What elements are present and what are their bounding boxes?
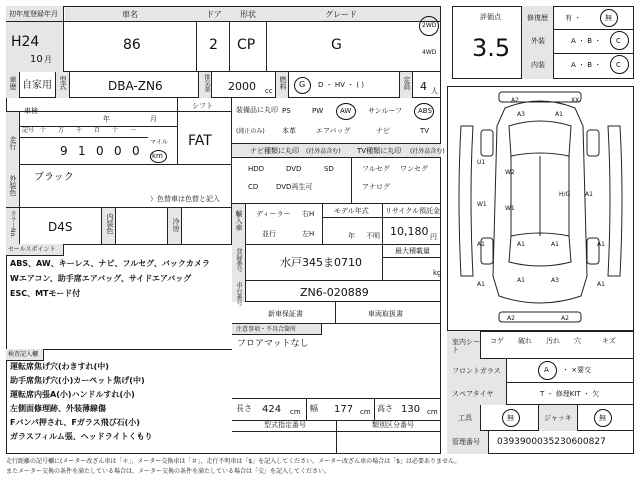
interior-label: 内装: [531, 61, 545, 69]
shift-label: シフト: [192, 102, 213, 110]
repair-label: 修復歴: [527, 14, 548, 22]
color-label: 外装色: [9, 175, 17, 196]
name-label: 車名: [122, 10, 138, 19]
inspector-notes-list: [10, 363, 230, 453]
inspect-month-unit: 月: [150, 115, 157, 123]
sales-point-line: ABS、AW、キーレス、ナビ、フルセグ、バックカメラ: [10, 259, 210, 268]
odo-digits-row: [20, 140, 148, 162]
inspect-year-unit: 年: [103, 115, 110, 123]
new-warranty: 新車保証書: [268, 310, 303, 318]
color-note: ）色替車は色替と記入: [150, 195, 220, 203]
svg-text:A2: A2: [507, 315, 515, 322]
grade-label: グレード: [325, 10, 357, 19]
inspector-note-line: ガラスフィルム張、ヘッドライトくもり: [10, 432, 153, 441]
equipment-option: PS: [282, 107, 291, 115]
svg-text:A1: A1: [597, 281, 605, 288]
equipment-option: サンルーフ: [368, 107, 403, 115]
import-right: 右H: [302, 210, 315, 218]
equipment-options: [272, 104, 440, 142]
door-value: 2: [209, 37, 218, 53]
reg-month: 10: [30, 54, 43, 65]
tv-option: アナログ: [362, 183, 390, 191]
fuel-rest: D ・ HV ・ ( ): [318, 81, 365, 89]
inspect-label: 車検: [24, 107, 38, 115]
recycle-unit: 円: [430, 233, 437, 241]
interior-seat-option: 破れ: [518, 337, 532, 345]
navi-option: HDD: [248, 165, 265, 173]
usage-value: 自家用: [22, 80, 52, 91]
disp-label: 排気量: [203, 74, 210, 92]
exterior-opts: A ・ B ・: [571, 37, 602, 45]
width-unit: cm: [360, 408, 371, 416]
navi-option: DVD再生可: [276, 183, 313, 191]
svg-text:W1: W1: [477, 201, 487, 208]
inspector-note-line: 左側面修理跡、外装薄線傷: [10, 404, 106, 413]
interior-seat-label: 室内シート: [452, 338, 480, 355]
spare-label: スペアタイヤ: [452, 390, 494, 398]
odo-unit-label: 万: [58, 127, 65, 134]
navi-option: SD: [324, 165, 334, 173]
svg-text:A1: A1: [517, 241, 525, 248]
tv-sub: (社外品含む): [410, 148, 445, 155]
equip-sub: (純正のみ): [236, 128, 265, 135]
reg-value: 水戸345ま0710: [280, 256, 362, 269]
width-label: 幅: [310, 404, 318, 413]
tv-options: [360, 166, 440, 202]
svg-text:A1: A1: [477, 281, 485, 288]
footer-line-2: またメーター交換の条件を満たしている場合は、メーター交換の条件を満たしている場合は「交」を記入してください。: [6, 468, 331, 475]
interior-seat-option: 汚れ: [546, 337, 560, 345]
equipment-option: TV: [420, 127, 430, 135]
car-damage-diagram: [447, 86, 634, 331]
odo-unit-label: 十: [112, 127, 119, 134]
length-value: 424: [262, 404, 282, 415]
navi-options: [240, 166, 350, 202]
model-value: DBA-ZN6: [108, 79, 163, 93]
vin-value: ZN6-020889: [300, 286, 369, 299]
equipment-option: AW: [340, 107, 352, 115]
width-value: 177: [334, 404, 354, 415]
length-unit: cm: [290, 408, 301, 416]
svg-text:A1: A1: [597, 241, 605, 248]
score-value: 3.5: [472, 34, 511, 62]
navi-option: CD: [248, 183, 259, 191]
interior-seat-options: [484, 338, 632, 350]
inspector-note-line: Fバンパ押され、Fガラス飛び石(小): [10, 418, 140, 427]
tv-option: フルセグ: [362, 165, 390, 173]
equipment-option: ABS: [418, 107, 432, 115]
svg-text:A2: A2: [561, 315, 569, 322]
reg-date-label: 初年度登録年月: [9, 10, 58, 18]
load-unit: kg: [433, 269, 442, 277]
height-value: 130: [401, 404, 421, 415]
length-label: 長さ: [236, 404, 252, 413]
odo-digit: 0: [114, 144, 122, 158]
import-label: 輸入車: [235, 210, 243, 231]
front-glass-selected: A: [544, 366, 549, 374]
sales-point-line: ESC、MTモード付: [10, 289, 81, 298]
svg-text:A3: A3: [551, 277, 559, 284]
import-dealer: ディーラー: [256, 210, 291, 218]
sales-points-list: [10, 260, 230, 340]
import-parallel: 並行: [262, 230, 276, 238]
vin-label: 車台番号: [235, 282, 242, 306]
sales-points-label: セールスポイント: [8, 246, 56, 253]
odo-digit: 0: [132, 144, 140, 158]
notes-label: 注意事項・不具合箇所: [236, 326, 297, 333]
notes-value: フロアマットなし: [237, 339, 309, 349]
svg-text:H/G: H/G: [559, 191, 571, 198]
equip-label: 装備品に丸印: [236, 106, 278, 114]
door-label: ドア: [206, 10, 222, 19]
color-value: ブラック: [34, 172, 74, 183]
reg-year: H24: [11, 34, 40, 50]
shift-value: FAT: [188, 133, 212, 149]
svg-text:A1: A1: [477, 241, 485, 248]
jack-selected: 無: [599, 414, 606, 422]
interior-opts: A ・ B ・: [571, 61, 602, 69]
repair-selected: 無: [605, 14, 612, 22]
inspector-note-line: 運転席焦げ穴(わきすれ(中): [10, 362, 109, 371]
reg-month-unit: 月: [44, 55, 52, 64]
tool-selected: 無: [507, 414, 514, 422]
odo-unit-label: 千: [76, 127, 83, 134]
odo-label: 走行: [9, 136, 17, 150]
equipment-option: エアバッグ: [316, 127, 351, 135]
reg-label: 登録番号: [235, 248, 242, 272]
odo-units-row: [20, 127, 148, 137]
sales-point-line: Wエアコン、助手席エアバッグ、サイドエアバッグ: [10, 274, 192, 283]
shape-value: CP: [237, 37, 256, 53]
odo-digit: 0: [96, 144, 104, 158]
manual: 車両取扱書: [368, 310, 403, 318]
interior-selected: C: [616, 61, 621, 69]
svg-text:A1: A1: [551, 241, 559, 248]
usage-label: 車歴: [9, 76, 17, 90]
odo-unit-label: 一: [130, 127, 137, 134]
type-label: 型式指定番号: [264, 421, 306, 429]
equipment-selected-circle: [336, 103, 356, 120]
disp-unit: cc: [265, 87, 273, 95]
odo-unit-label: 記号: [22, 127, 35, 134]
navi-label: ナビ種類に丸印: [250, 147, 299, 155]
model-label: 型式: [59, 76, 67, 90]
name-value: 86: [123, 37, 141, 53]
interior-seat-option: コゲ: [490, 337, 504, 345]
footer-line-1: 走行距離の記号欄に(メーター改ざん車は「＊」、メーター交換車は「＃」、走行不明車は「$」を記入してください。メーター改ざん車の場合は「$」は必要ありません。: [6, 458, 461, 465]
score-label: 評価点: [480, 13, 501, 21]
odo-unit-label: 十: [40, 127, 47, 134]
svg-text:W1: W1: [505, 205, 515, 212]
spare-items: T ・ 修理KIT ・ 欠: [540, 390, 600, 398]
capacity-value: 4: [420, 80, 427, 93]
tv-label: TV種類に丸印: [357, 147, 402, 155]
equipment-option: 本革: [282, 127, 296, 135]
svg-text:A3: A3: [517, 111, 525, 118]
shape-label: 形状: [240, 10, 256, 19]
odo-digit: 9: [60, 144, 68, 158]
admin-value: 0393900035230600827: [497, 437, 606, 447]
model-year-unit: 年: [348, 232, 355, 240]
jack-label: ジャッキ: [544, 414, 572, 422]
svg-text:A1: A1: [555, 111, 563, 118]
svg-text:A1: A1: [585, 191, 593, 198]
fuel-label: 燃料: [279, 76, 287, 90]
model-year-unknown: 不明: [366, 232, 380, 240]
load-label: 最大積載量: [395, 247, 430, 255]
cooling-label: 冷房: [172, 218, 180, 232]
grade-value: G: [331, 37, 342, 53]
color-code-value: D4S: [48, 220, 73, 234]
interior-seat-option: 穴: [574, 337, 581, 345]
inspector-note-line: 運転席内張A(小)ハンドルすれ(小): [10, 390, 135, 399]
import-left: 左H: [302, 230, 315, 238]
height-label: 高さ: [377, 404, 393, 413]
svg-text:A1: A1: [517, 277, 525, 284]
odo-unit-label: 百: [94, 127, 101, 134]
equipment-selected-circle: [414, 103, 434, 120]
inspector-note-line: 助手席焦げ穴(小)カーペット焦げ(中): [10, 376, 145, 385]
navi-sub: (社外品含む): [306, 148, 341, 155]
capacity-label: 定員: [403, 76, 411, 90]
svg-text:W2: W2: [505, 169, 515, 176]
mile-label: マイル: [150, 139, 168, 146]
inspector-label: 検査記入欄: [8, 351, 39, 358]
interior-color-label: 内装色: [106, 213, 114, 234]
tool-label: 工具: [458, 414, 472, 422]
exterior-label: 外装: [531, 37, 545, 45]
fuel-selected: G: [299, 80, 306, 89]
recycle-label: リサイクル預託金: [385, 207, 441, 215]
svg-text:U1: U1: [477, 159, 486, 166]
odo-digit: 1: [78, 144, 86, 158]
front-glass-rest: ・ ×要交: [562, 366, 592, 374]
model-year-label: モデル年式: [334, 207, 369, 215]
front-glass-label: フロントガラス: [452, 367, 501, 375]
exterior-selected: C: [616, 37, 621, 45]
interior-seat-option: キズ: [602, 337, 616, 345]
svg-text:XX: XX: [571, 97, 580, 104]
height-unit: cm: [427, 408, 438, 416]
admin-label: 管理番号: [452, 438, 480, 446]
equipment-option: ナビ: [376, 127, 390, 135]
navi-option: DVD: [286, 165, 302, 173]
tv-option: ワンセグ: [400, 165, 428, 173]
2wd-label: 2WD: [422, 22, 437, 29]
recycle-value: 10,180: [390, 225, 429, 238]
equipment-option: PW: [312, 107, 324, 115]
class-label: 類別区分番号: [372, 421, 414, 429]
repair-opts: 有 ・: [565, 14, 582, 22]
4wd-label: 4WD: [422, 49, 437, 56]
capacity-unit: 人: [431, 87, 438, 95]
odo-unit: km: [152, 152, 163, 160]
color-code-label: カラーNo.: [9, 210, 16, 238]
svg-text:A2: A2: [511, 97, 519, 104]
disp-value: 2000: [228, 80, 256, 93]
